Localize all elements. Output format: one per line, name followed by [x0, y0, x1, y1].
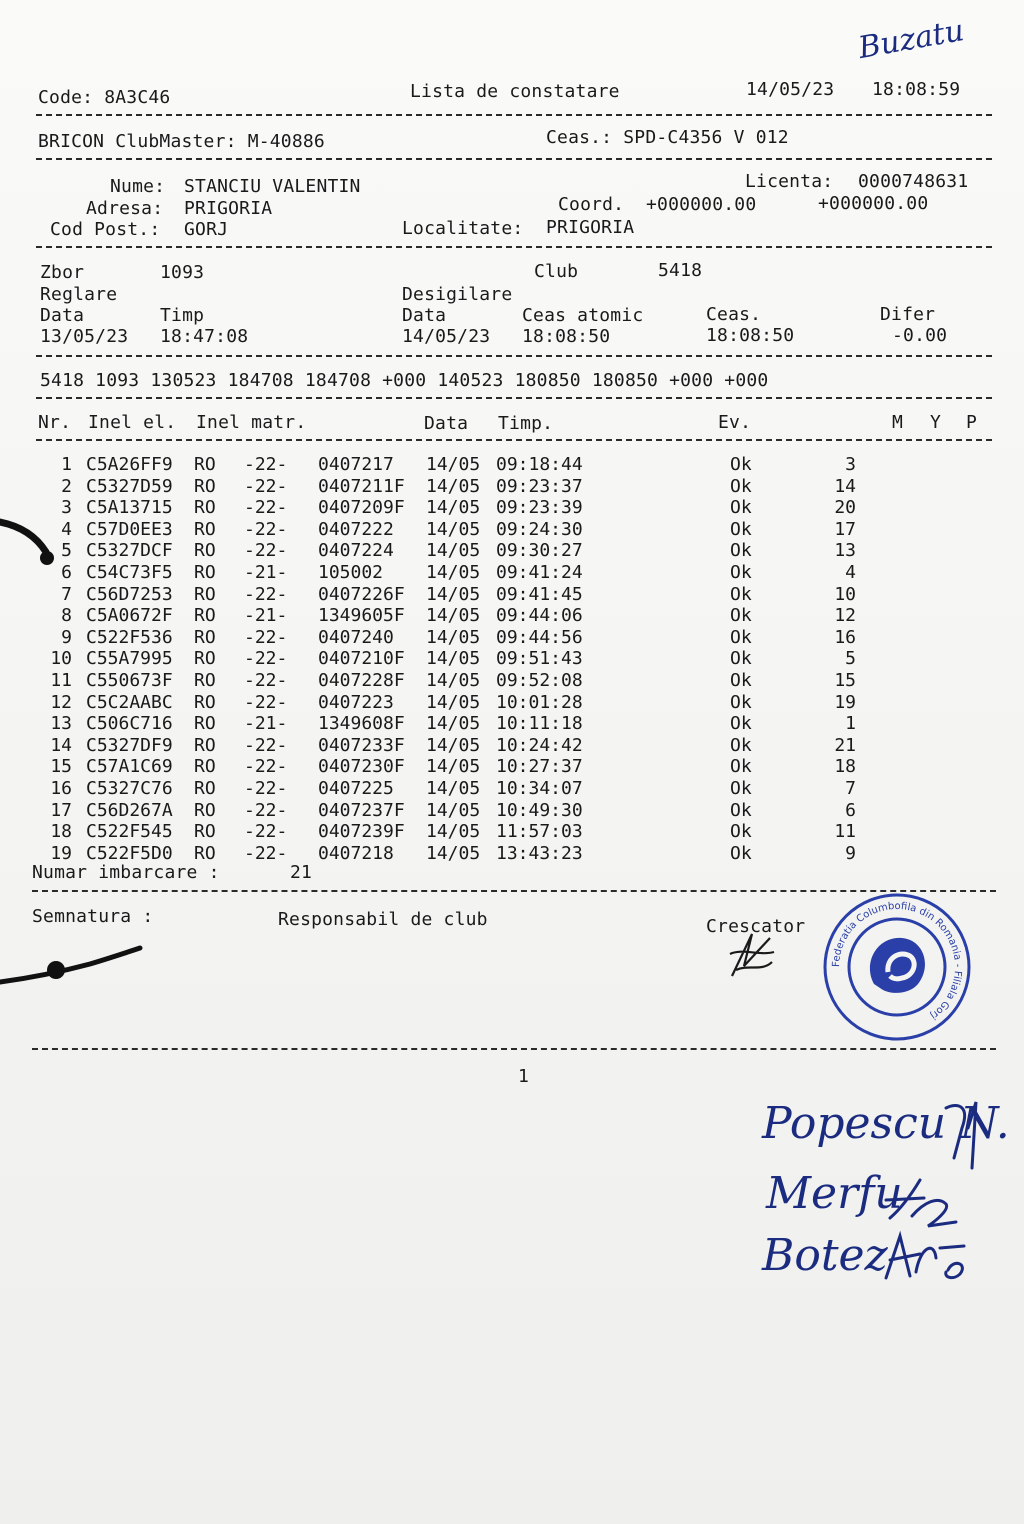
- cell-country: RO: [194, 842, 216, 864]
- cell-inel-el: C5327D59: [86, 475, 173, 497]
- cell-timp: 09:44:06: [496, 605, 583, 627]
- licenta-label: Licenta:: [745, 171, 834, 192]
- table-row: [0, 821, 1024, 843]
- cell-position: 9: [845, 842, 856, 864]
- cell-country: RO: [194, 734, 216, 756]
- cell-nr: 14: [50, 734, 72, 756]
- numar-imbarcare-value: 21: [290, 862, 313, 883]
- cell-position: 15: [834, 670, 856, 691]
- cell-inel-matr: 0407210F: [318, 648, 405, 670]
- table-row: [0, 778, 1024, 800]
- cell-position: 10: [834, 583, 856, 605]
- cell-position: 11: [834, 821, 856, 843]
- semnatura-label: Semnatura :: [32, 906, 154, 927]
- table-row: [0, 497, 1024, 519]
- table-row: [0, 605, 1024, 627]
- summary-line: 5418 1093 130523 184708 184708 +000 140523 180850 180850 +000 +000: [40, 370, 769, 391]
- cell-year: -22-: [244, 497, 288, 519]
- cell-nr: 4: [61, 518, 72, 540]
- cell-inel-matr: 0407226F: [318, 583, 405, 605]
- divider: [36, 439, 992, 441]
- cell-ev: Ok: [730, 497, 752, 519]
- cell-position: 13: [834, 540, 856, 562]
- table-row: [0, 648, 1024, 670]
- cell-ev: Ok: [730, 518, 752, 540]
- cell-country: RO: [194, 454, 216, 475]
- cell-inel-el: C522F536: [86, 626, 173, 648]
- cell-nr: 18: [50, 821, 72, 843]
- cell-country: RO: [194, 518, 216, 540]
- cell-timp: 10:49:30: [496, 799, 583, 821]
- cell-inel-el: C5A13715: [86, 497, 173, 519]
- cell-year: -22-: [244, 454, 288, 475]
- cell-country: RO: [194, 562, 216, 583]
- cell-ev: Ok: [730, 778, 752, 799]
- table-row: [0, 756, 1024, 778]
- col-header-timp: Timp.: [498, 413, 554, 434]
- difer-value: -0.00: [892, 325, 948, 346]
- cell-year: -22-: [244, 475, 288, 497]
- cell-data: 14/05: [426, 497, 481, 519]
- table-row: [0, 454, 1024, 476]
- cell-data: 14/05: [426, 821, 481, 843]
- page-number: 1: [518, 1066, 529, 1087]
- col-header-nr: Nr.: [38, 412, 72, 433]
- timp-label: Timp: [160, 305, 205, 326]
- cell-country: RO: [194, 648, 216, 670]
- cell-nr: 8: [61, 605, 72, 627]
- cell-inel-matr: 1349608F: [318, 713, 405, 735]
- cell-year: -22-: [244, 518, 288, 540]
- cell-data: 14/05: [426, 842, 481, 864]
- desigilare-data: 14/05/23: [402, 326, 491, 347]
- cell-inel-el: C522F545: [86, 821, 173, 843]
- cell-ev: Ok: [730, 454, 752, 475]
- cell-year: -22-: [244, 778, 288, 799]
- zbor-label: Zbor: [40, 262, 85, 283]
- col-header-data: Data: [424, 413, 469, 434]
- table-row: [0, 476, 1024, 498]
- cell-ev: Ok: [730, 842, 752, 864]
- cell-nr: 16: [50, 778, 72, 799]
- reglare-data: 13/05/23: [40, 326, 129, 347]
- cell-data: 14/05: [426, 605, 481, 627]
- cell-inel-matr: 0407228F: [318, 670, 405, 691]
- cell-inel-el: C5327C76: [86, 778, 173, 799]
- cell-timp: 13:43:23: [496, 842, 583, 864]
- cell-timp: 10:34:07: [496, 778, 583, 799]
- cell-inel-matr: 0407223: [318, 691, 394, 713]
- cell-nr: 19: [50, 842, 72, 864]
- table-row: [0, 735, 1024, 757]
- cell-data: 14/05: [426, 583, 481, 605]
- cell-year: -22-: [244, 821, 288, 843]
- cell-timp: 10:24:42: [496, 734, 583, 756]
- cell-inel-matr: 0407211F: [318, 475, 405, 497]
- cell-country: RO: [194, 799, 216, 821]
- cell-country: RO: [194, 497, 216, 519]
- cell-position: 1: [845, 713, 856, 735]
- divider: [36, 158, 992, 160]
- cell-year: -22-: [244, 756, 288, 778]
- club-stamp: [822, 892, 972, 1042]
- cell-data: 14/05: [426, 454, 481, 475]
- numar-imbarcare-label: Numar imbarcare :: [32, 862, 220, 883]
- cell-timp: 09:23:37: [496, 475, 583, 497]
- cell-country: RO: [194, 778, 216, 799]
- club-value: 5418: [658, 260, 703, 281]
- cell-inel-matr: 0407233F: [318, 734, 405, 756]
- cell-inel-matr: 0407239F: [318, 821, 405, 843]
- codpost-label: Cod Post.:: [50, 219, 161, 240]
- cell-inel-matr: 0407225: [318, 778, 394, 799]
- cell-inel-matr: 0407218: [318, 842, 394, 864]
- divider: [36, 246, 992, 248]
- cell-year: -21-: [244, 562, 288, 583]
- cell-country: RO: [194, 540, 216, 562]
- cell-inel-el: C5A0672F: [86, 605, 173, 627]
- table-row: [0, 692, 1024, 714]
- cell-inel-el: C57D0EE3: [86, 518, 173, 540]
- table-row: [0, 670, 1024, 692]
- cell-ev: Ok: [730, 799, 752, 821]
- code-label: Code: 8A3C46: [38, 87, 171, 108]
- coord-value-1: +000000.00: [646, 194, 757, 215]
- cell-year: -22-: [244, 691, 288, 713]
- cell-inel-el: C506C716: [86, 713, 173, 735]
- header-time: 18:08:59: [872, 79, 961, 100]
- cell-data: 14/05: [426, 756, 481, 778]
- cell-inel-el: C5327DCF: [86, 540, 173, 562]
- cell-inel-el: C56D267A: [86, 799, 173, 821]
- table-row: [0, 627, 1024, 649]
- codpost-value: GORJ: [184, 219, 229, 240]
- cell-data: 14/05: [426, 734, 481, 756]
- col-header-ev: Ev.: [718, 412, 752, 433]
- cell-year: -22-: [244, 799, 288, 821]
- cell-data: 14/05: [426, 713, 481, 735]
- adresa-label: Adresa:: [86, 198, 164, 219]
- cell-country: RO: [194, 691, 216, 713]
- zbor-value: 1093: [160, 262, 205, 283]
- cell-year: -22-: [244, 626, 288, 648]
- cell-country: RO: [194, 583, 216, 605]
- cell-position: 5: [845, 648, 856, 670]
- coord-label: Coord.: [558, 194, 625, 215]
- cell-timp: 09:30:27: [496, 540, 583, 562]
- cell-country: RO: [194, 713, 216, 735]
- table-row: [0, 519, 1024, 541]
- handwritten-signature: [884, 1176, 964, 1236]
- cell-inel-el: C522F5D0: [86, 842, 173, 864]
- cell-timp: 09:23:39: [496, 497, 583, 519]
- cell-data: 14/05: [426, 670, 481, 691]
- responsabil-label: Responsabil de club: [278, 909, 488, 930]
- cell-position: 17: [834, 518, 856, 540]
- document-title: Lista de constatare: [410, 81, 620, 102]
- cell-position: 12: [834, 605, 856, 627]
- clubmaster-label: BRICON ClubMaster: M-40886: [38, 131, 325, 152]
- cell-data: 14/05: [426, 562, 481, 583]
- licenta-value: 0000748631: [858, 171, 969, 192]
- marker-stroke: [0, 518, 70, 578]
- cell-timp: 09:41:24: [496, 562, 583, 583]
- divider: [32, 1048, 996, 1050]
- cell-data: 14/05: [426, 518, 481, 540]
- cell-country: RO: [194, 670, 216, 691]
- cell-year: -21-: [244, 713, 288, 735]
- cell-nr: 17: [50, 799, 72, 821]
- divider: [36, 114, 992, 116]
- cell-inel-el: C5A26FF9: [86, 454, 173, 475]
- cell-ev: Ok: [730, 670, 752, 691]
- cell-inel-matr: 1349605F: [318, 605, 405, 627]
- ceas-label: Ceas.: SPD-C4356 V 012: [546, 127, 789, 148]
- col-header-m: M: [892, 412, 904, 433]
- marker-stroke: [0, 938, 150, 988]
- cell-data: 14/05: [426, 626, 481, 648]
- cell-nr: 3: [61, 497, 72, 519]
- cell-nr: 2: [61, 475, 72, 497]
- cell-ev: Ok: [730, 626, 752, 648]
- cell-nr: 7: [61, 583, 72, 605]
- cell-nr: 12: [50, 691, 72, 713]
- cell-timp: 10:27:37: [496, 756, 583, 778]
- handwritten-name-2: Merfu: [766, 1168, 903, 1219]
- header-date: 14/05/23: [746, 79, 835, 100]
- col-header-inel-matr: Inel matr.: [196, 412, 307, 433]
- cell-data: 14/05: [426, 778, 481, 799]
- cell-inel-matr: 0407217: [318, 454, 394, 475]
- cell-year: -22-: [244, 540, 288, 562]
- cell-inel-matr: 0407224: [318, 540, 394, 562]
- cell-position: 16: [834, 626, 856, 648]
- ceas-col-label: Ceas.: [706, 304, 762, 325]
- nume-value: STANCIU VALENTIN: [184, 176, 361, 197]
- handwritten-signature: [880, 1228, 970, 1288]
- cell-timp: 09:51:43: [496, 648, 583, 670]
- cell-country: RO: [194, 821, 216, 843]
- table-row: [0, 540, 1024, 562]
- handwritten-top-signature: Buzatu: [855, 13, 967, 66]
- cell-ev: Ok: [730, 648, 752, 670]
- cell-data: 14/05: [426, 540, 481, 562]
- col-header-inel-el: Inel el.: [88, 412, 177, 433]
- ceas-atomic-value: 18:08:50: [522, 326, 611, 347]
- cell-ev: Ok: [730, 756, 752, 778]
- cell-nr: 15: [50, 756, 72, 778]
- table-row: [0, 584, 1024, 606]
- cell-year: -22-: [244, 734, 288, 756]
- reglare-label: Reglare: [40, 284, 118, 305]
- cell-inel-matr: 0407209F: [318, 497, 405, 519]
- cell-timp: 09:41:45: [496, 583, 583, 605]
- cell-inel-el: C56D7253: [86, 583, 173, 605]
- cell-year: -22-: [244, 842, 288, 864]
- desigilare-label: Desigilare: [402, 284, 513, 305]
- cell-country: RO: [194, 756, 216, 778]
- club-label: Club: [534, 261, 579, 282]
- cell-country: RO: [194, 475, 216, 497]
- col-header-y: Y: [930, 412, 942, 433]
- cell-position: 20: [834, 497, 856, 519]
- cell-ev: Ok: [730, 713, 752, 735]
- handwritten-name-3: Botez: [762, 1230, 888, 1281]
- cell-year: -22-: [244, 583, 288, 605]
- cell-data: 14/05: [426, 691, 481, 713]
- coord-value-2: +000000.00: [818, 193, 929, 214]
- handwritten-name-1: Popescu N.: [762, 1098, 1010, 1149]
- cell-ev: Ok: [730, 821, 752, 843]
- cell-nr: 5: [61, 540, 72, 562]
- cell-ev: Ok: [730, 475, 752, 497]
- cell-timp: 11:57:03: [496, 821, 583, 843]
- cell-timp: 09:44:56: [496, 626, 583, 648]
- reglare-timp: 18:47:08: [160, 326, 249, 347]
- cell-position: 14: [834, 475, 856, 497]
- table-row: [0, 562, 1024, 584]
- difer-label: Difer: [880, 304, 936, 325]
- data-label: Data: [40, 305, 85, 326]
- cell-inel-matr: 0407230F: [318, 756, 405, 778]
- cell-nr: 1: [61, 454, 72, 475]
- cell-inel-el: C5327DF9: [86, 734, 173, 756]
- cell-country: RO: [194, 626, 216, 648]
- cell-year: -22-: [244, 648, 288, 670]
- cell-data: 14/05: [426, 648, 481, 670]
- cell-inel-matr: 0407237F: [318, 799, 405, 821]
- cell-nr: 13: [50, 713, 72, 735]
- cell-position: 4: [845, 562, 856, 583]
- divider: [36, 355, 992, 357]
- cell-position: 19: [834, 691, 856, 713]
- data2-label: Data: [402, 305, 447, 326]
- cell-timp: 09:18:44: [496, 454, 583, 475]
- cell-nr: 11: [50, 670, 72, 691]
- cell-year: -22-: [244, 670, 288, 691]
- divider: [36, 397, 992, 399]
- crescator-label: Crescator: [706, 916, 806, 937]
- cell-inel-el: C57A1C69: [86, 756, 173, 778]
- table-row: [0, 800, 1024, 822]
- cell-timp: 09:52:08: [496, 670, 583, 691]
- cell-inel-el: C54C73F5: [86, 562, 173, 583]
- stamp-text: Federatia Columbofila din Romania - Filiala Gorj: [830, 900, 964, 1022]
- cell-ev: Ok: [730, 691, 752, 713]
- cell-ev: Ok: [730, 583, 752, 605]
- cell-position: 18: [834, 756, 856, 778]
- cell-data: 14/05: [426, 799, 481, 821]
- localitate-label: Localitate:: [402, 218, 524, 239]
- cell-nr: 9: [61, 626, 72, 648]
- cell-inel-matr: 0407240: [318, 626, 394, 648]
- cell-timp: 09:24:30: [496, 518, 583, 540]
- localitate-value: PRIGORIA: [546, 217, 635, 238]
- cell-nr: 6: [61, 562, 72, 583]
- cell-inel-matr: 0407222: [318, 518, 394, 540]
- cell-inel-el: C550673F: [86, 670, 173, 691]
- cell-ev: Ok: [730, 562, 752, 583]
- nume-label: Nume:: [110, 176, 166, 197]
- cell-ev: Ok: [730, 540, 752, 562]
- cell-ev: Ok: [730, 605, 752, 627]
- cell-country: RO: [194, 605, 216, 627]
- ceas-value: 18:08:50: [706, 325, 795, 346]
- cell-inel-matr: 105002: [318, 562, 384, 583]
- cell-data: 14/05: [426, 475, 481, 497]
- cell-position: 7: [845, 778, 856, 799]
- crescator-signature: [722, 926, 782, 986]
- ceas-atomic-label: Ceas atomic: [522, 305, 644, 326]
- cell-timp: 10:11:18: [496, 713, 583, 735]
- cell-inel-el: C55A7995: [86, 648, 173, 670]
- cell-nr: 10: [50, 648, 72, 670]
- adresa-value: PRIGORIA: [184, 198, 273, 219]
- cell-position: 21: [834, 734, 856, 756]
- cell-position: 3: [845, 454, 856, 475]
- cell-position: 6: [845, 799, 856, 821]
- cell-ev: Ok: [730, 734, 752, 756]
- cell-timp: 10:01:28: [496, 691, 583, 713]
- handwritten-initial: [940, 1098, 984, 1178]
- col-header-p: P: [966, 412, 978, 433]
- table-row: [0, 713, 1024, 735]
- cell-year: -21-: [244, 605, 288, 627]
- cell-inel-el: C5C2AABC: [86, 691, 173, 713]
